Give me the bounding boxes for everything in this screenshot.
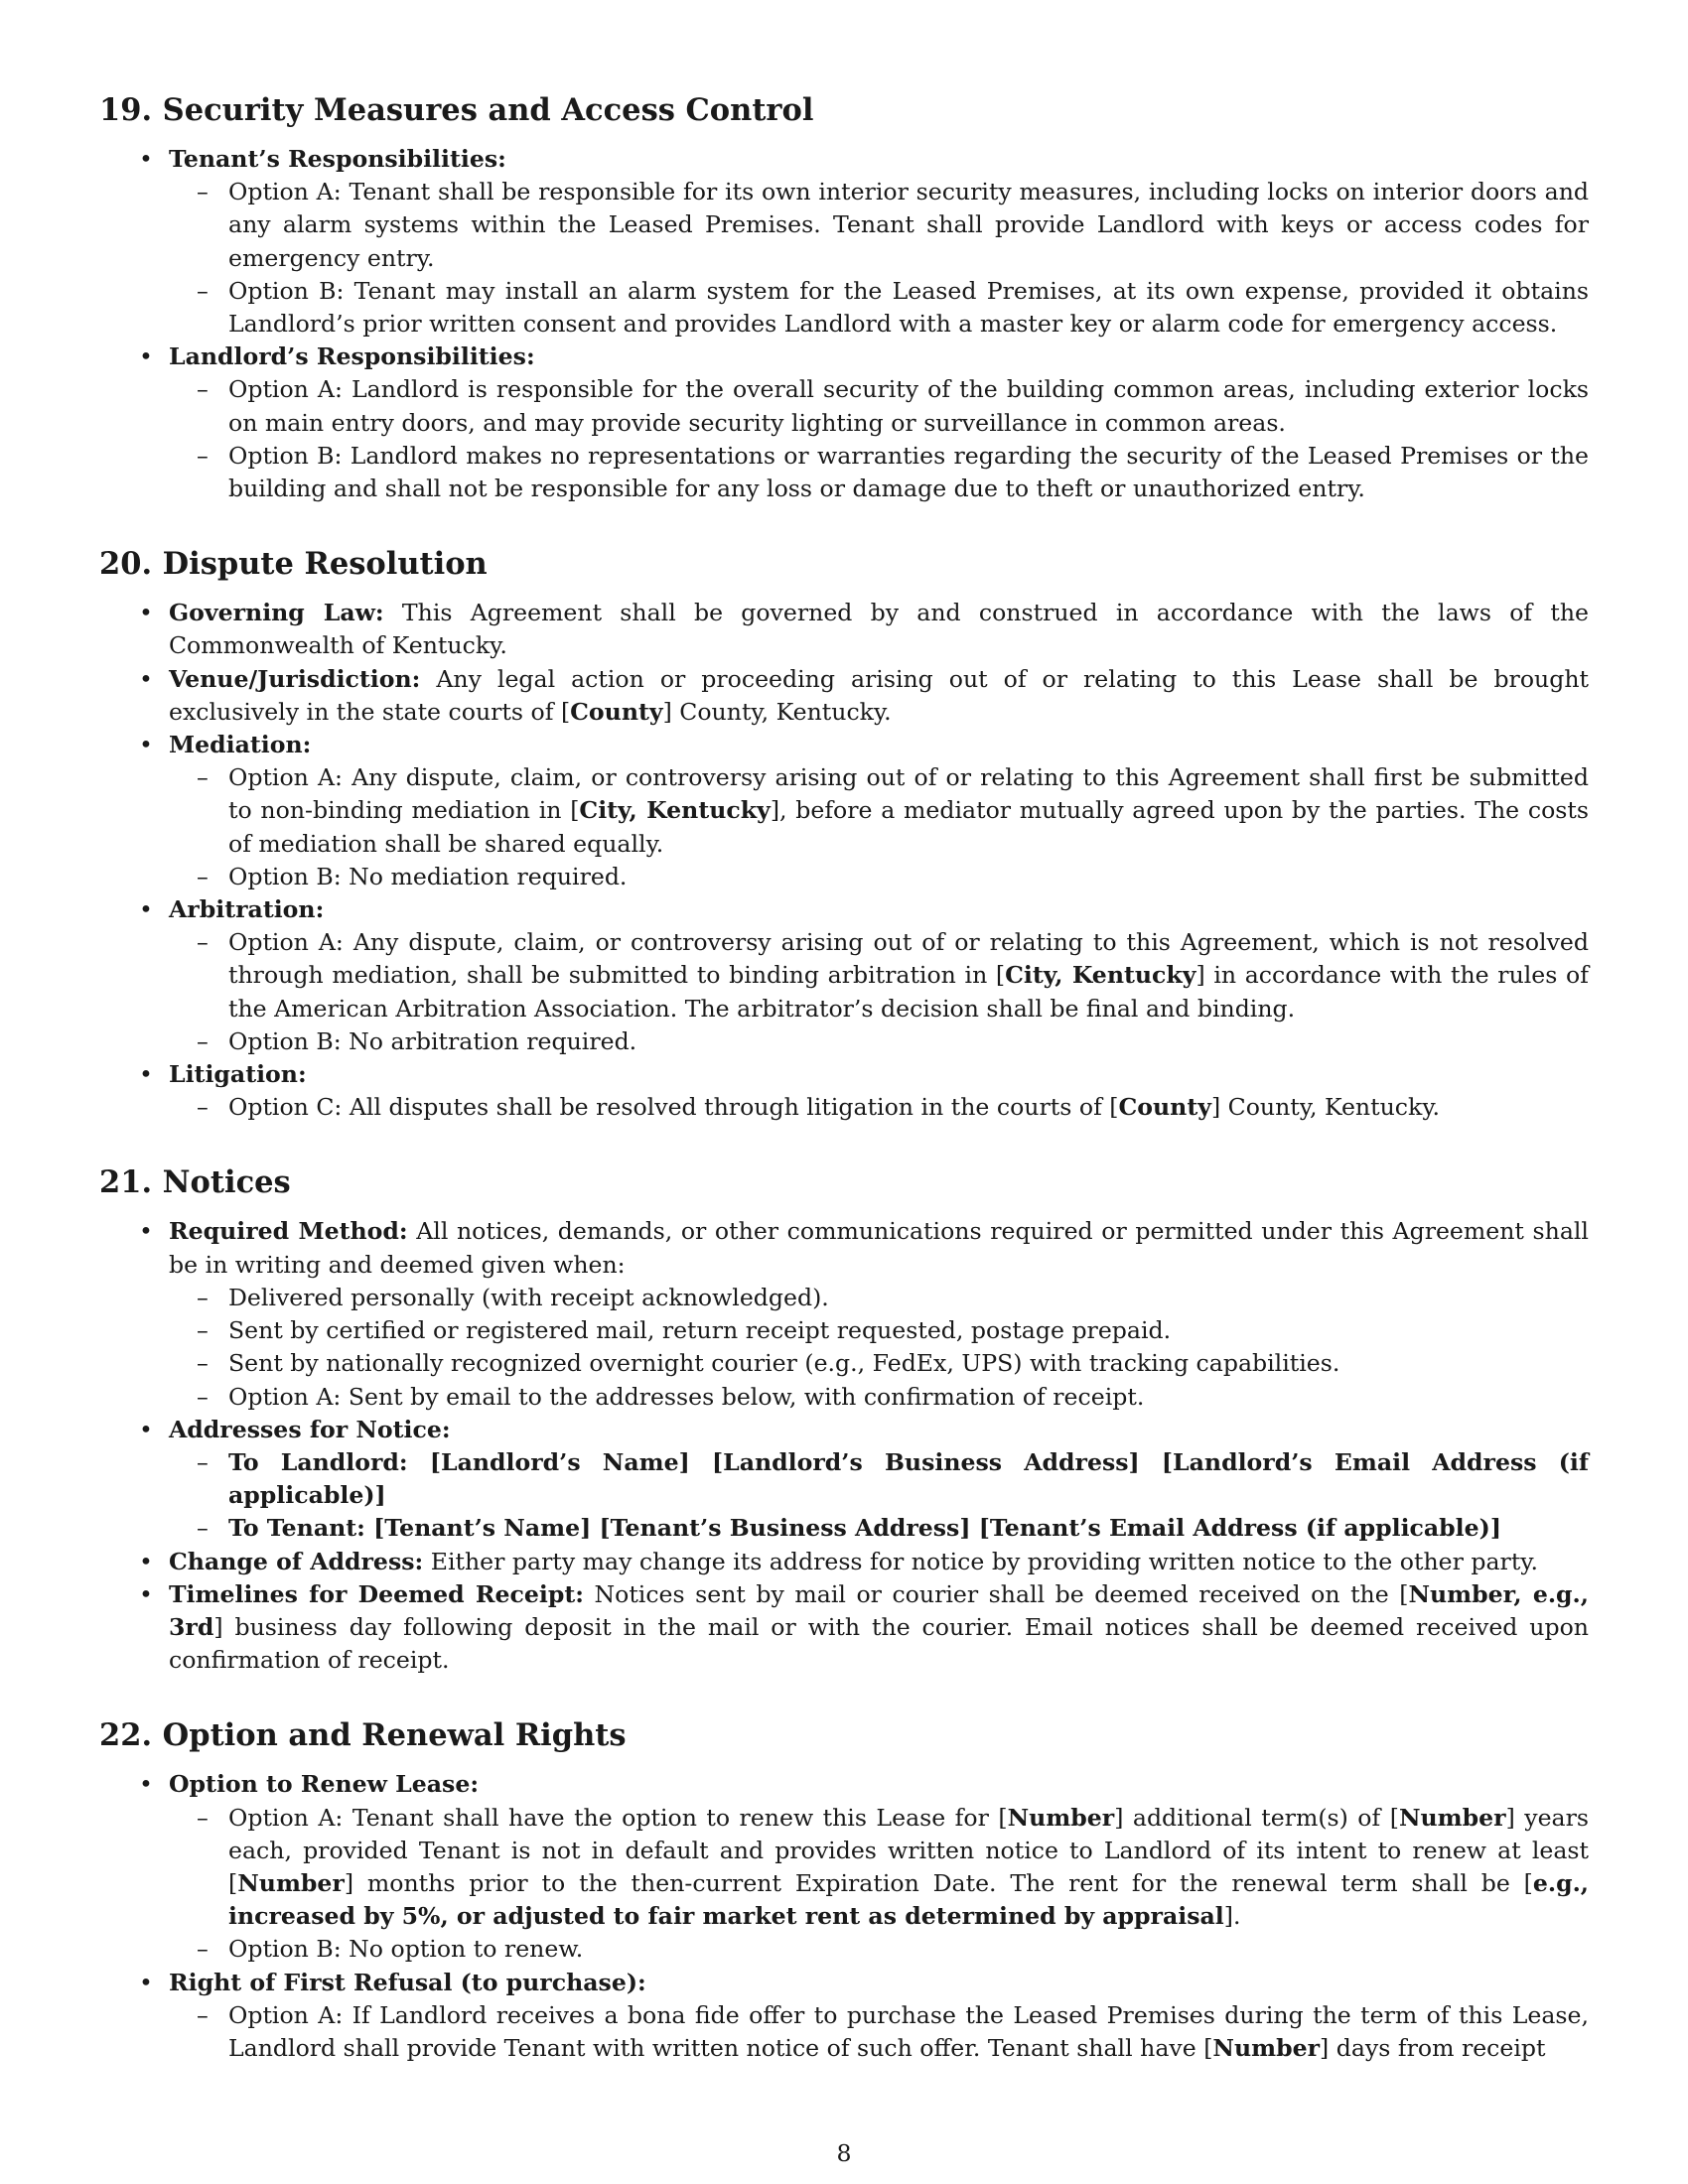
required-method-label: Required Method: (169, 1217, 408, 1246)
change-of-address-text: Either party may change its address for notice by providing written notice to the other party. (423, 1547, 1539, 1575)
tenant-option-a: – Option A: Tenant shall be responsible for its own interior security measures, including locks on interior doors and any alarm systems within the Leased Premises. Tenant shall provide Landlord with keys or access codes for emergency entry. (228, 176, 1589, 275)
arbitration-item (169, 893, 1589, 1058)
renew-a-placeholder-4: e.g., increased by 5%, or adjusted to fair market rent as determined by appraisal (228, 1868, 1589, 1931)
mediation-item (169, 729, 1589, 893)
document-page (99, 89, 1589, 2103)
addresses-label: Addresses for Notice: (169, 1415, 451, 1443)
landlord-responsibilities-item (169, 341, 1589, 505)
change-of-address-item (169, 1546, 1589, 1578)
address-landlord (228, 1446, 1589, 1512)
rofr-option-a (228, 1999, 1589, 2065)
renew-option-a (228, 1802, 1589, 1934)
section-21 (99, 1161, 1589, 1677)
litigation-c-placeholder: County (1118, 1093, 1211, 1122)
venue-placeholder: County (570, 697, 663, 726)
section-19 (99, 89, 1589, 505)
renew-item (169, 1768, 1589, 1966)
renew-a-placeholder-3: Number (237, 1868, 345, 1897)
deemed-receipt-text: Notices sent by mail or courier shall be deemed received on the [ (583, 1579, 1409, 1608)
page-number: 8 (836, 2139, 852, 2167)
method-courier: – Sent by nationally recognized overnight courier (e.g., FedEx, UPS) with tracking capabilities. (228, 1347, 1589, 1380)
venue-text: Any legal action or proceeding arising out of or relating to this Lease shall be brought exclusively in the state courts of [ (169, 664, 1589, 726)
venue-label: Venue/Jurisdiction: (169, 664, 421, 693)
mediation-a-text-end: ], before a mediator mutually agreed upon by the parties. The costs of mediation shall be shared equally. (228, 796, 1589, 858)
landlord-responsibilities-label: Landlord’s Responsibilities: (169, 342, 535, 371)
rofr-a-text-end: ] days from receipt (1320, 2033, 1546, 2062)
address-tenant (228, 1512, 1589, 1545)
litigation-c-text: Option C: All disputes shall be resolved through litigation in the courts of [ (228, 1093, 1119, 1122)
mediation-option-b: – Option B: No mediation required. (228, 861, 1589, 893)
section-20-heading: 20. Dispute Resolution (99, 546, 488, 583)
section-22 (99, 1714, 1589, 2065)
arbitration-option-a (228, 926, 1589, 1025)
rofr-label: Right of First Refusal (to purchase): (169, 1968, 646, 1996)
venue-text-end: ] County, Kentucky. (662, 697, 892, 726)
litigation-label: Litigation: (169, 1060, 307, 1089)
renew-a-text-2: ] additional term(s) of [ (1114, 1803, 1399, 1832)
required-method-item (169, 1215, 1589, 1413)
landlord-option-a: – Option A: Landlord is responsible for the overall security of the building common areas, including exterior locks on main entry doors, and may provide security lighting or surveillance in common areas. (228, 373, 1589, 439)
governing-law-text: This Agreement shall be governed by and construed in accordance with the laws of the Commonwealth of Kentucky. (169, 599, 1589, 660)
change-of-address-label: Change of Address: (169, 1547, 424, 1575)
method-mail: – Sent by certified or registered mail, return receipt requested, postage prepaid. (228, 1314, 1589, 1347)
mediation-label: Mediation: (169, 731, 312, 759)
mediation-option-a (228, 761, 1589, 861)
deemed-receipt-text-end: ] business day following deposit in the mail or with the courier. Email notices shall be deemed received upon confirmation of receipt. (169, 1612, 1589, 1675)
renew-option-b: – Option B: No option to renew. (228, 1933, 1589, 1966)
renew-a-text-3: ] years each, provided Tenant is not in default and provides written notice to Landlord of its intent to renew at least [ (228, 1803, 1589, 1897)
section-19-list (99, 143, 1589, 505)
tenant-option-b: – Option B: Tenant may install an alarm system for the Leased Premises, at its own expense, provided it obtains Landlord’s prior written consent and provides Landlord with a master key or alarm code for emergency access. (228, 275, 1589, 341)
arbitration-a-text: Option A: Any dispute, claim, or controversy arising out of or relating to this Agreement, which is not resolved through mediation, shall be submitted to binding arbitration in [ (228, 928, 1589, 990)
section-22-list (99, 1768, 1589, 2065)
renew-a-placeholder-2: Number (1398, 1803, 1506, 1832)
arbitration-a-placeholder: City, Kentucky (1005, 961, 1196, 990)
renew-a-text-1: Option A: Tenant shall have the option to renew this Lease for [ (228, 1803, 1008, 1832)
section-22-heading: 22. Option and Renewal Rights (99, 1717, 627, 1754)
deemed-receipt-item (169, 1578, 1589, 1678)
addresses-item (169, 1414, 1589, 1546)
renew-a-text-4: ] months prior to the then-current Expiration Date. The rent for the renewal term shall be [ (344, 1868, 1533, 1897)
rofr-a-text: Option A: If Landlord receives a bona fide offer to purchase the Leased Premises during the term of this Lease, Landlord shall provide Tenant with written notice of such offer. Tenant shall have [ (228, 2000, 1589, 2062)
landlord-option-b: – Option B: Landlord makes no representations or warranties regarding the security of the Leased Premises or the building and shall not be responsible for any loss or damage due to theft or unauthorized entry. (228, 440, 1589, 505)
arbitration-a-text-end: ] in accordance with the rules of the American Arbitration Association. The arbitrator’s decision shall be final and binding. (228, 961, 1589, 1023)
rofr-a-placeholder: Number (1212, 2033, 1321, 2062)
arbitration-label: Arbitration: (169, 895, 325, 924)
rofr-item (169, 1967, 1589, 2066)
method-personal: – Delivered personally (with receipt acknowledged). (228, 1282, 1589, 1314)
litigation-option-c (228, 1091, 1589, 1124)
tenant-responsibilities-label: Tenant’s Responsibilities: (169, 145, 506, 173)
section-21-list (99, 1215, 1589, 1677)
renew-label: Option to Renew Lease: (169, 1770, 480, 1799)
section-21-heading: 21. Notices (99, 1164, 291, 1201)
section-19-heading: 19. Security Measures and Access Control (99, 92, 814, 128)
address-tenant-text: To Tenant: [Tenant’s Name] [Tenant’s Business Address] [Tenant’s Email Address (if applicable)] (228, 1514, 1501, 1543)
mediation-a-text: Option A: Any dispute, claim, or controversy arising out of or relating to this Agreement shall first be submitted to non-binding mediation in [ (228, 763, 1589, 825)
venue-item (169, 663, 1589, 729)
governing-law-item (169, 597, 1589, 662)
renew-a-text-5: ]. (1223, 1902, 1241, 1931)
deemed-receipt-placeholder: Number, e.g., 3rd (169, 1579, 1589, 1641)
litigation-c-text-end: ] County, Kentucky. (1210, 1093, 1441, 1122)
section-20-list (99, 597, 1589, 1124)
governing-law-label: Governing Law: (169, 599, 384, 627)
arbitration-option-b: – Option B: No arbitration required. (228, 1025, 1589, 1058)
tenant-responsibilities-item (169, 143, 1589, 341)
deemed-receipt-label: Timelines for Deemed Receipt: (169, 1579, 584, 1608)
method-email: – Option A: Sent by email to the addresses below, with confirmation of receipt. (228, 1381, 1589, 1414)
renew-a-placeholder-1: Number (1007, 1803, 1115, 1832)
litigation-item (169, 1058, 1589, 1124)
required-method-text: All notices, demands, or other communications required or permitted under this Agreement shall be in writing and deemed given when: (169, 1217, 1589, 1279)
address-landlord-text: To Landlord: [Landlord’s Name] [Landlord’s Business Address] [Landlord’s Email Address (if applicable)] (228, 1447, 1589, 1510)
section-20 (99, 543, 1589, 1124)
mediation-a-placeholder: City, Kentucky (579, 796, 771, 825)
